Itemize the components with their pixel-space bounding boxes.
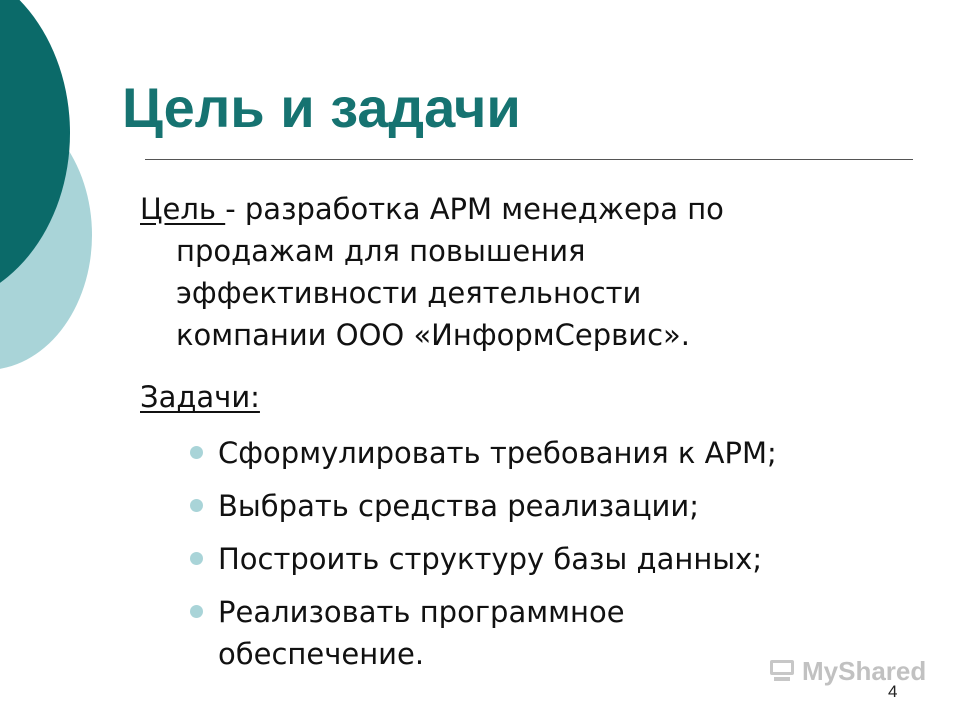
goal-text-1: - разработка АРМ менеджера по	[225, 192, 724, 226]
computer-icon	[768, 660, 798, 684]
task-text: Реализовать программное	[218, 595, 625, 629]
goal-line-4: компании ООО «ИнформСервис».	[176, 318, 690, 352]
bullet-icon	[190, 605, 203, 618]
bullet-icon	[190, 446, 203, 459]
goal-paragraph	[140, 188, 900, 356]
goal-label: Цель	[140, 192, 226, 226]
watermark-logo	[768, 656, 926, 687]
task-item	[190, 432, 930, 474]
task-list	[190, 432, 930, 675]
slide-title: Цель и задачи	[122, 76, 521, 139]
goal-line-3: эффективности деятельности	[176, 276, 642, 310]
watermark-text: MyShared	[802, 656, 927, 686]
bullet-icon	[190, 552, 203, 565]
tasks-label: Задачи:	[140, 380, 260, 414]
task-item	[190, 538, 930, 580]
task-text: Построить структуру базы данных;	[218, 542, 763, 576]
task-text-continued: обеспечение.	[218, 637, 425, 671]
page-number: 4	[888, 682, 898, 701]
goal-line-2: продажам для повышения	[176, 234, 586, 268]
goal-line-1	[140, 188, 900, 230]
task-item	[190, 485, 930, 527]
task-text: Выбрать средства реализации;	[218, 489, 700, 523]
bullet-icon	[190, 499, 203, 512]
task-text: Сформулировать требования к АРМ;	[218, 436, 777, 470]
title-divider	[145, 159, 913, 160]
